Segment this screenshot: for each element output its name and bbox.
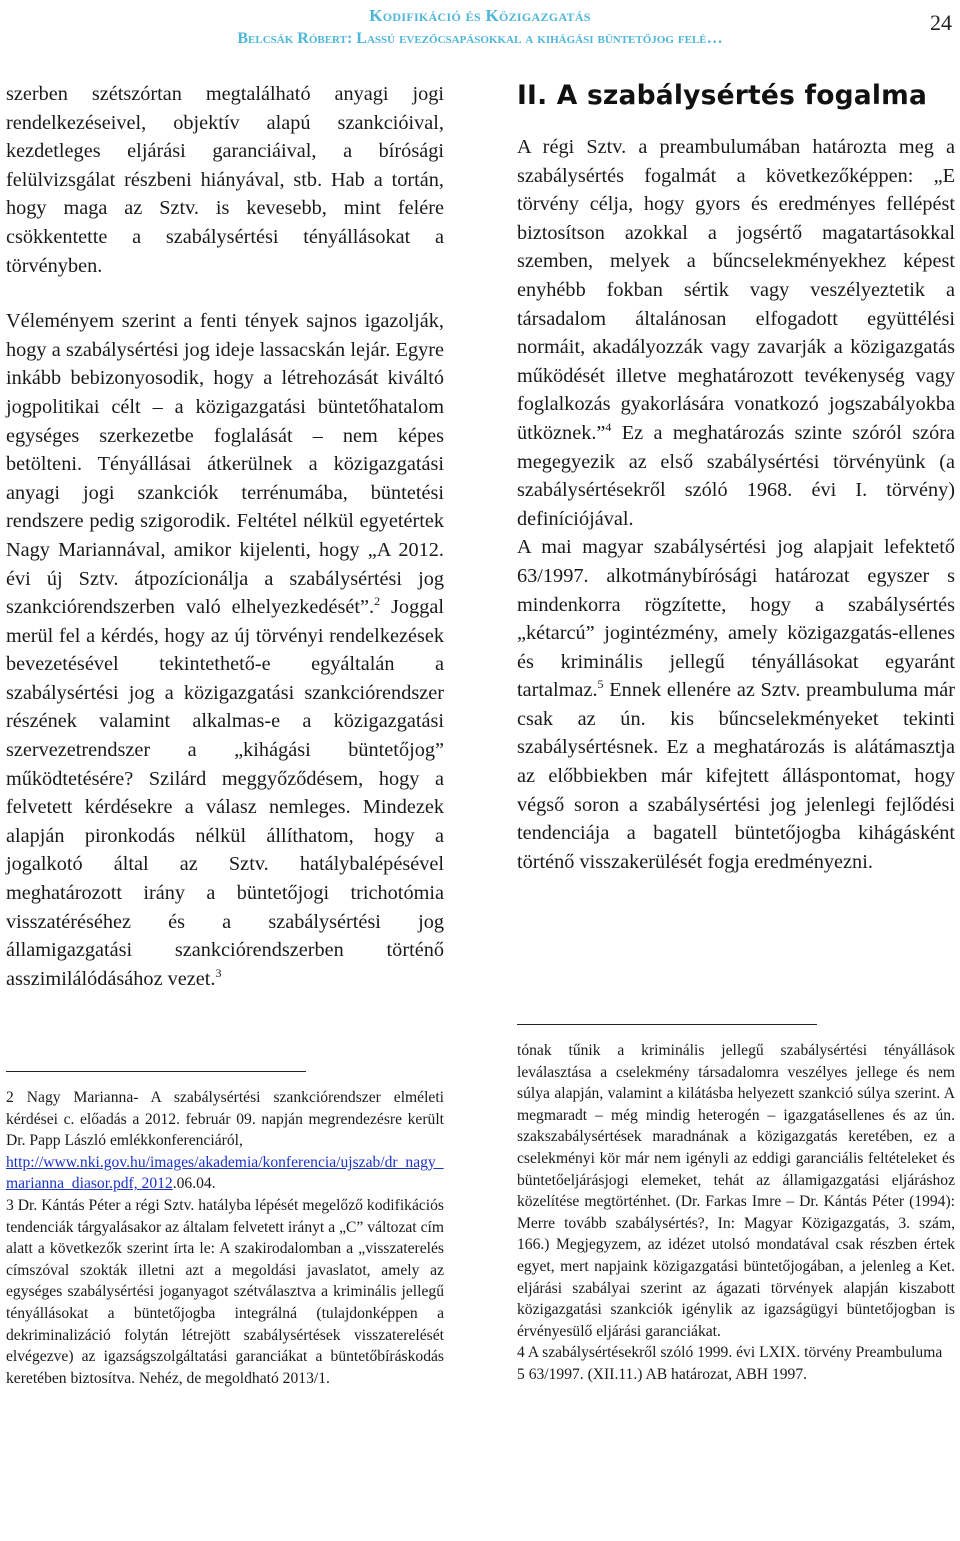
footnote-ref-3[interactable]: 3 [215, 965, 222, 980]
left-column [6, 80, 444, 993]
footnote-2-date-tail: .06.04. [172, 1175, 216, 1193]
footnote-separator-right [517, 1024, 817, 1025]
footnote-4-text: A szabálysértésekről szóló 1999. évi LXIX. törvény Preambuluma [524, 1344, 943, 1362]
footnote-3 [6, 1195, 444, 1389]
footnotes-right [517, 1040, 955, 1386]
page-header [0, 4, 960, 48]
left-paragraph-2-part-b: Joggal merül fel a kérdés, hogy az új törvényi rendelkezések bevezetésével tekintethető-e egyáltalán a szabálysértési jog a közigazgatási szankciórendszer részének valamint alkalmas-e a közigazgatási szervezetrendszer a „kihágási büntetőjog” működtetésére? Szilárd meggyőződésem, hogy a felvetett kérdésekre a válasz nemleges. Mindezek alapján pironkodás nélkül állíthatom, hogy a jogalkotó által az Sztv. hatálybalépésével meghatározott irány a büntetőjogi trichotómia visszatéréséhez és a szabálysértési jog államigazgatási szankciórendszerben történő asszimilálódásához vezet. [6, 596, 444, 990]
footnote-ref-4[interactable]: 4 [605, 419, 612, 434]
footnote-separator-left [6, 1071, 306, 1072]
footnote-2 [6, 1087, 444, 1195]
right-column [517, 80, 955, 876]
right-paragraph-1 [517, 133, 955, 533]
footnote-2-number: 2 [6, 1089, 14, 1106]
right-paragraph-1-part-a: A régi Sztv. a preambulumában határozta meg a szabálysértés fogalmát a következőképpen: „E törvény célja, hogy gyors és eredményes fellépést biztosítson azokkal a jogsértő magatartásokkal szemben, melyek a bűncselekményekhez képest enyhébb fokban sértik vagy veszélyeztetik a társadalom általánosan elfogadott együttélési normáit, akadályozzák vagy zavarják a közigazgatás működését illetve meghatározott tevékenység vagy foglalkozás gyakorlására vonatkozó jogszabályokba ütköznek.” [517, 136, 955, 444]
footnote-2-link[interactable]: http://www.nki.gov.hu/images/akademia/konferencia/ujszab/dr_nagy_marianna_diasor.pdf, 2012 [6, 1153, 444, 1193]
left-paragraph-2 [6, 307, 444, 993]
right-paragraph-2-part-b: Ennek ellenére az Sztv. preambuluma már csak az ún. kis bűncselekményeket tekinti szabálysértésnek. Ez a meghatározás is alátámasztja az előbbiekben már kifejtett álláspontomat, hogy végső soron a szabálysértési jog jelenlegi fejlődési tendenciája a bagatell büntetőjogba kihágásként történő visszakerülését fogja eredményezni. [517, 679, 955, 873]
footnote-4 [517, 1342, 955, 1364]
left-paragraph-1: szerben szétszórtan megtalálható anyagi jogi rendelkezéseivel, objektív alapú szankcióival, kezdetleges eljárási garanciáival, a bírósági felülvizsgálat részbeni hiányával, stb. Hab a tortán, hogy maga az Sztv. is kevesebb, mint felére csökkentette a szabálysértési tényállásokat a törvényben. [6, 83, 444, 277]
footnote-5-number: 5 [517, 1365, 525, 1383]
journal-title: Kodifikáció és Közigazgatás [369, 6, 591, 25]
right-paragraph-2-part-a: A mai magyar szabálysértési jog alapjait lefektető 63/1997. alkotmánybírósági határozat egyszer s mindenkorra rögzítette, hogy a szabálysértés „kétarcú” jogintézmény, amely közigazgatás-ellenes és kriminális jellegű tényállásokat egyaránt tartalmaz. [517, 536, 955, 702]
section-heading: II. A szabálysértés fogalma [517, 80, 928, 111]
footnote-ref-2[interactable]: 2 [374, 594, 381, 609]
right-paragraph-1-part-b: Ez a meghatározás szinte szóról szóra megegyezik az első szabálysértési törvényünk (a szabálysértésekről szóló 1968. évi I. törvény) definíciójával. [517, 421, 955, 530]
article-running-title: Belcsák Róbert: Lassú evezőcsapásokkal a kihágási büntetőjog felé… [237, 30, 723, 47]
right-paragraph-2 [517, 533, 955, 876]
footnotes-left [6, 1087, 444, 1389]
footnote-2-text: Nagy Marianna- A szabálysértési szankciórendszer elméleti kérdései c. előadás a 2012. február 09. napján megrendezésre került Dr. Papp László emlékkonferenciáról, [6, 1089, 444, 1150]
page-number: 24 [930, 10, 952, 35]
footnote-5-text: 63/1997. (XII.11.) AB határozat, ABH 1997. [524, 1365, 808, 1383]
footnote-3-number: 3 [6, 1196, 14, 1214]
footnote-4-number: 4 [517, 1344, 525, 1362]
left-paragraph-2-part-a: Véleményem szerint a fenti tények sajnos igazolják, hogy a szabálysértési jog ideje lassacskán lejár. Egyre inkább bebizonyosodik, hogy a létrehozását kiváltó jogpolitikai célt – a közigazgatási büntetőhatalom egységes szerkezetbe foglalását – nem képes betölteni. Tényállásai átkerülnek a közigazgatási anyagi jogi szankciók terrénumába, büntetési rendszere pedig szigorodik. Feltétel nélkül egyetértek Nagy Mariannával, amikor kijelenti, hogy „A 2012. évi új Sztv. átpozícionálja a szabálysértési jog szankciórendszerben való elhelyezkedését”. [6, 310, 444, 619]
footnote-3-text: Dr. Kántás Péter a régi Sztv. hatályba lépését megelőző kodifikációs tendenciák tárgyalásakor az általam felvetett irányt a „C” változat cím alatt a következők szerint írta le: A szakirodalomban a „visszaterelés címszóval szokták illetni azt a megoldási javaslatot, amely az egységes szabálysértési joganyagot szétválasztva a kriminális jellegű tényállásokat a büntetőjogba integrálná (tulajdonképpen a dekriminalizáció folytán létrejött szabálysértések visszaterelését elvégezve) az igazságszolgáltatási garanciákat a büntetőbíráskodás keretében biztosítva. Nehéz, de megoldható 2013/1. [6, 1196, 444, 1387]
footnote-ref-5[interactable]: 5 [597, 677, 604, 692]
footnote-3-continued: tónak tűnik a kriminális jellegű szabálysértési tényállások leválasztása a cselekmény társadalomra veszélyes jellege és nem súlya alapján, valamint a kilátásba helyezett szankció súlya szerint. A megmaradt – még mindig heterogén – igazgatásellenes és az ún. szakszabálysértések maradnának a közigazgatás keretében, ez a cselekményi kör már nem igényli az eddigi garanciális feltételeket és büntetőeljárásjogi elemeket, tehát az államigazgatási eljáráshoz közelítése megtörténhet. (Dr. Farkas Imre – Dr. Kántás Péter (1994): Merre tovább szabálysértés?, In: Magyar Közigazgatás, 3. szám, 166.) Megjegyzem, az idézet utolsó mondatával csak részben értek egyet, mert napjaink közigazgatási büntetőjogában, a jelenleg a Ket. eljárási szabályai szerint az ágazati törvények alapján kiszabott közigazgatási szankciók igénylik az igazságügyi büntetőjogban is érvényesülő eljárási garanciákat. [517, 1042, 955, 1340]
footnote-5 [517, 1364, 955, 1386]
